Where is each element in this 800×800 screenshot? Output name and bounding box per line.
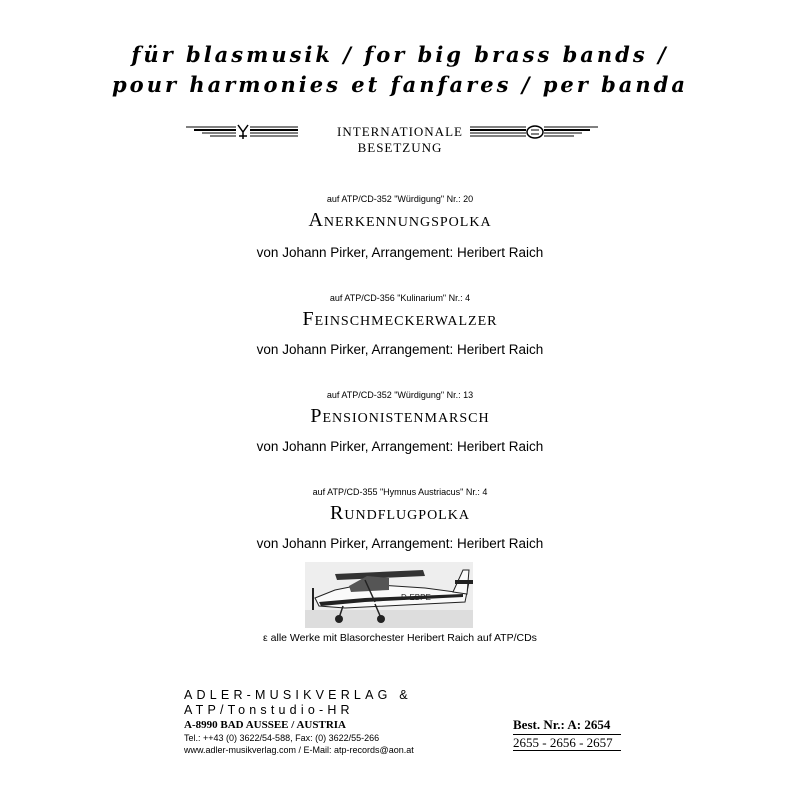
intl-line-1: INTERNATIONALE <box>337 124 463 139</box>
works-note: ε alle Werke mit Blasorchester Heribert Raich auf ATP/CDs <box>263 632 537 644</box>
piece-4-title: Rundflugpolka <box>330 502 470 524</box>
piece-2-title: Feinschmeckerwalzer <box>302 308 498 330</box>
header-line-2: pour harmonies et fanfares / per banda <box>112 72 688 97</box>
left-ornament-icon <box>186 122 298 142</box>
piece-3-note: auf ATP/CD-352 "Würdigung" Nr.: 13 <box>326 390 474 400</box>
piece-4-note: auf ATP/CD-355 "Hymnus Austriacus" Nr.: 4 <box>312 487 488 497</box>
publisher-phone: Tel.: ++43 (0) 3622/54-588, Fax: (0) 3622/55-266 <box>184 733 380 743</box>
publisher-line-2: ATP/Tonstudio-HR <box>184 703 354 717</box>
aircraft-registration: D-EBPE <box>401 593 431 602</box>
order-divider-bottom <box>513 750 621 751</box>
related-order-numbers: 2655 - 2656 - 2657 <box>513 735 613 750</box>
piece-2-note: auf ATP/CD-356 "Kulinarium" Nr.: 4 <box>329 293 471 303</box>
piece-1-title: Anerkennungspolka <box>308 209 492 231</box>
piece-1-credit: von Johann Pirker, Arrangement: Heribert Raich <box>256 245 544 260</box>
intl-line-2: BESETZUNG <box>357 140 443 155</box>
piece-1-note: auf ATP/CD-352 "Würdigung" Nr.: 20 <box>326 194 474 204</box>
right-ornament-icon <box>470 122 598 142</box>
publisher-web: www.adler-musikverlag.com / E-Mail: atp-records@aon.at <box>184 745 414 755</box>
publisher-line-1: ADLER-MUSIKVERLAG & <box>184 688 412 702</box>
header-line-1: für blasmusik / for big brass bands / <box>131 42 669 67</box>
piece-2-credit: von Johann Pirker, Arrangement: Heribert Raich <box>256 342 544 357</box>
airplane-photo-icon <box>305 562 473 628</box>
piece-4-credit: von Johann Pirker, Arrangement: Heribert Raich <box>256 536 544 551</box>
order-number: Best. Nr.: A: 2654 <box>513 717 611 732</box>
piece-3-title: Pensionistenmarsch <box>310 405 490 427</box>
piece-3-credit: von Johann Pirker, Arrangement: Heribert Raich <box>256 439 544 454</box>
publisher-address: A-8990 BAD AUSSEE / AUSTRIA <box>184 719 346 731</box>
